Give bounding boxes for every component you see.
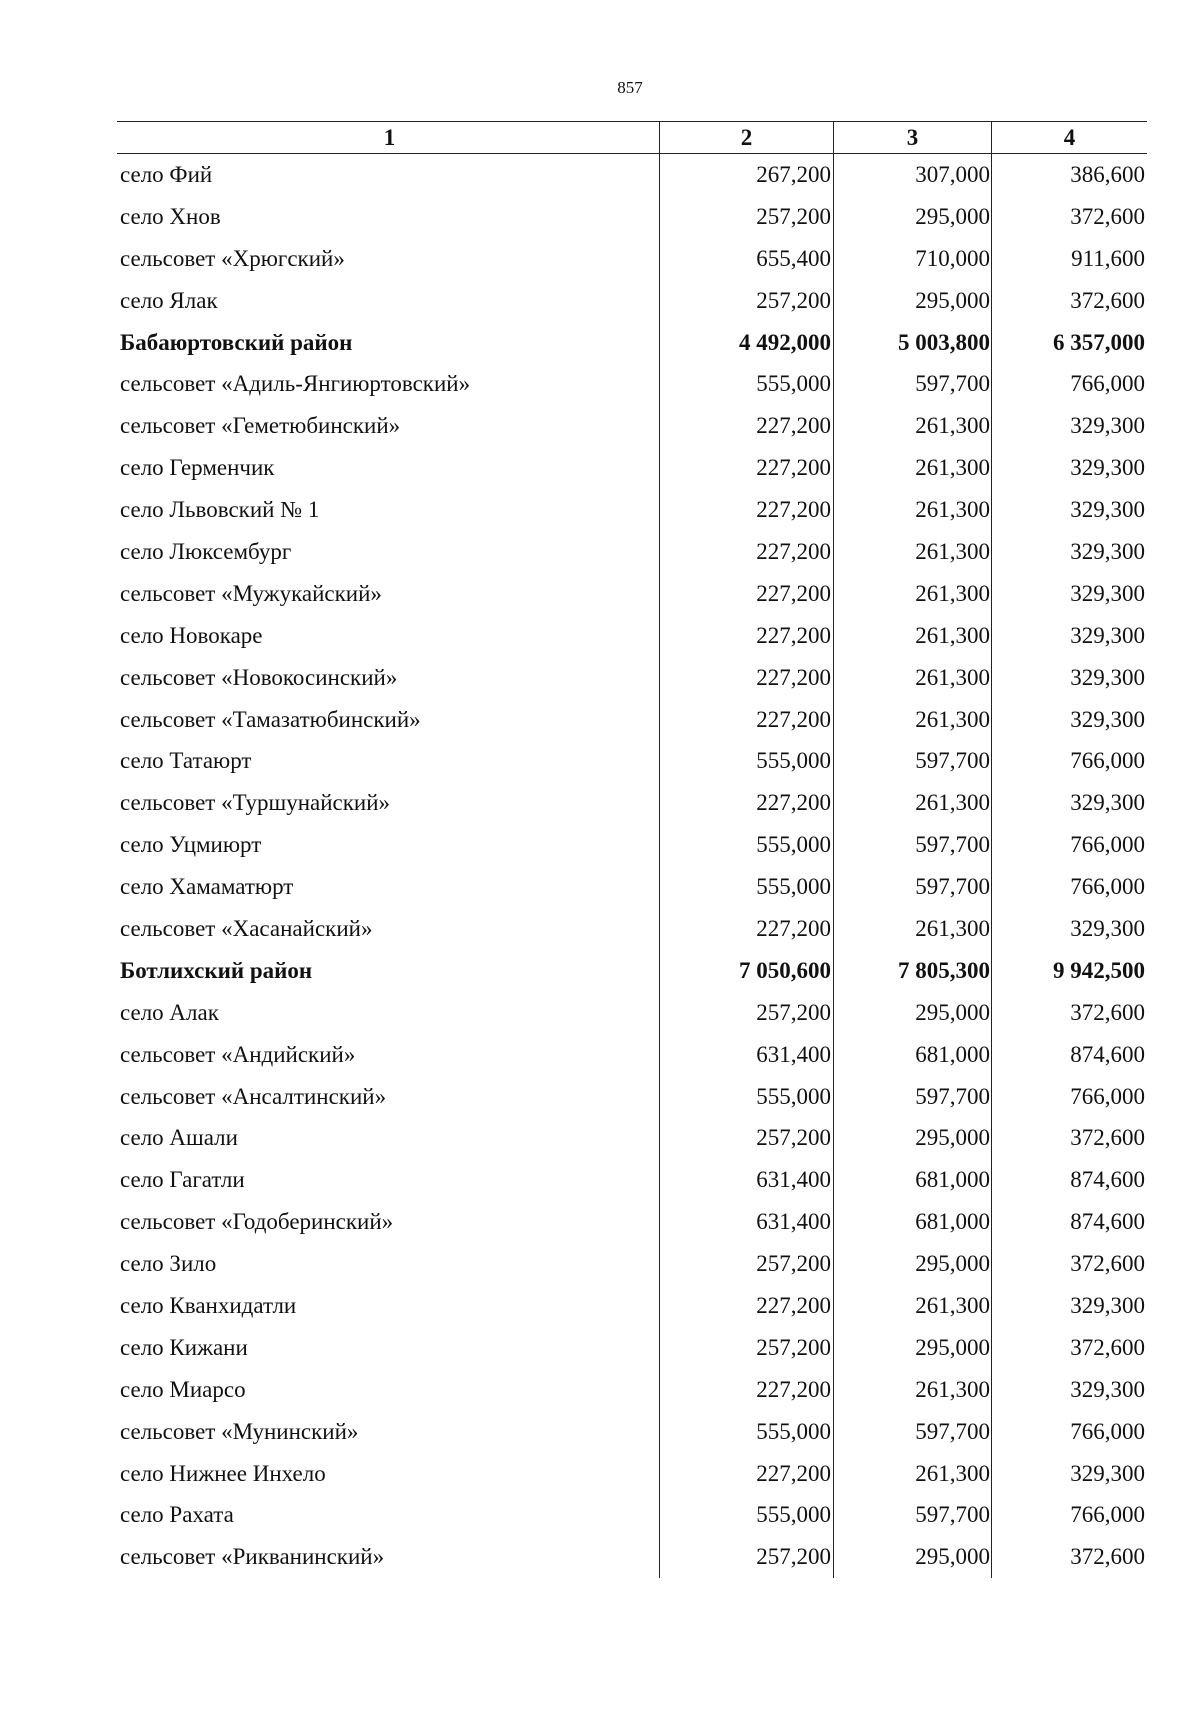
col-3-value-cell: 295,000 bbox=[834, 280, 992, 322]
col-2-value-cell: 555,000 bbox=[659, 1411, 834, 1453]
col-3-value-cell: 710,000 bbox=[834, 238, 992, 280]
col-4-value-cell: 329,300 bbox=[1070, 915, 1145, 941]
col-3-value-cell: 597,700 bbox=[834, 1411, 992, 1453]
col-4-value-cell: 874,600 bbox=[1070, 1167, 1145, 1193]
settlement-name-cell: село Герменчик bbox=[120, 455, 275, 481]
settlement-name-cell: сельсовет «Андийский» bbox=[120, 1041, 356, 1067]
col-3-value-cell: 307,000 bbox=[834, 154, 992, 196]
table-row bbox=[117, 196, 1147, 238]
settlement-name-cell: село Ашали bbox=[120, 1125, 238, 1151]
settlement-name-cell: село Фий bbox=[120, 161, 213, 187]
col-2-value-cell: 227,200 bbox=[659, 405, 834, 447]
col-3-value-cell: 681,000 bbox=[834, 1201, 992, 1243]
col-3-value-cell: 261,300 bbox=[834, 1285, 992, 1327]
settlement-name-cell: сельсовет «Тамазатюбинский» bbox=[120, 706, 421, 732]
header-col-1: 1 bbox=[383, 124, 396, 150]
settlement-name-cell: село Хамаматюрт bbox=[120, 874, 294, 900]
col-2-value-cell: 631,400 bbox=[659, 1201, 834, 1243]
col-2-value-cell: 655,400 bbox=[659, 238, 834, 280]
col-4-value-cell: 329,300 bbox=[1070, 580, 1145, 606]
col-2-value-cell: 227,200 bbox=[659, 1453, 834, 1495]
table-row bbox=[117, 866, 1147, 908]
table-row bbox=[117, 1159, 1147, 1201]
col-2-value-cell: 227,200 bbox=[659, 447, 834, 489]
col-2-value-cell: 227,200 bbox=[659, 1285, 834, 1327]
settlement-name-cell: сельсовет «Ансалтинский» bbox=[120, 1083, 387, 1109]
settlement-name-cell: село Зило bbox=[120, 1251, 217, 1277]
col-4-value-cell: 329,300 bbox=[1070, 1460, 1145, 1486]
settlement-name-cell: сельсовет «Адиль-Янгиюртовский» bbox=[120, 371, 471, 397]
settlement-name-cell: село Ялак bbox=[120, 287, 218, 313]
settlement-name-cell: сельсовет «Новокосинский» bbox=[120, 664, 398, 690]
table-body bbox=[117, 154, 1147, 1578]
district-total-row bbox=[117, 322, 1147, 364]
table-row bbox=[117, 238, 1147, 280]
settlement-name-cell: село Люксембург bbox=[120, 538, 292, 564]
col-2-value-cell: 631,400 bbox=[659, 1159, 834, 1201]
col-2-value-cell: 4 492,000 bbox=[659, 322, 834, 364]
col-2-value-cell: 631,400 bbox=[659, 1034, 834, 1076]
col-3-value-cell: 261,300 bbox=[834, 489, 992, 531]
page-number: 857 bbox=[617, 78, 643, 97]
table-row bbox=[117, 280, 1147, 322]
col-3-value-cell: 597,700 bbox=[834, 1495, 992, 1537]
settlement-name-cell: сельсовет «Рикванинский» bbox=[120, 1544, 385, 1570]
col-4-value-cell: 766,000 bbox=[1070, 371, 1145, 397]
col-2-value-cell: 227,200 bbox=[659, 908, 834, 950]
col-4-value-cell: 329,300 bbox=[1070, 455, 1145, 481]
col-3-value-cell: 597,700 bbox=[834, 866, 992, 908]
col-4-value-cell: 329,300 bbox=[1070, 664, 1145, 690]
settlement-name-cell: сельсовет «Мужукайский» bbox=[120, 580, 382, 606]
col-4-value-cell: 372,600 bbox=[1070, 1544, 1145, 1570]
table-row bbox=[117, 740, 1147, 782]
col-3-value-cell: 261,300 bbox=[834, 405, 992, 447]
district-total-row bbox=[117, 950, 1147, 992]
settlement-name-cell: сельсовет «Годоберинский» bbox=[120, 1209, 394, 1235]
table-row bbox=[117, 1453, 1147, 1495]
settlement-name-cell: село Новокаре bbox=[120, 622, 263, 648]
table-row bbox=[117, 908, 1147, 950]
settlement-name-cell: сельсовет «Мунинский» bbox=[120, 1418, 359, 1444]
header-col-4: 4 bbox=[1063, 124, 1076, 150]
col-4-value-cell: 372,600 bbox=[1070, 1334, 1145, 1360]
col-2-value-cell: 257,200 bbox=[659, 196, 834, 238]
col-4-value-cell: 874,600 bbox=[1070, 1041, 1145, 1067]
col-3-value-cell: 295,000 bbox=[834, 1536, 992, 1578]
col-3-value-cell: 295,000 bbox=[834, 992, 992, 1034]
col-4-value-cell: 372,600 bbox=[1070, 999, 1145, 1025]
table-row bbox=[117, 573, 1147, 615]
col-2-value-cell: 555,000 bbox=[659, 866, 834, 908]
col-4-value-cell: 329,300 bbox=[1070, 1376, 1145, 1402]
table-header-row bbox=[117, 122, 1147, 154]
table-row bbox=[117, 1076, 1147, 1118]
settlement-name-cell: село Нижнее Инхело bbox=[120, 1460, 326, 1486]
col-2-value-cell: 227,200 bbox=[659, 531, 834, 573]
col-3-value-cell: 261,300 bbox=[834, 573, 992, 615]
col-2-value-cell: 227,200 bbox=[659, 782, 834, 824]
table-row bbox=[117, 1536, 1147, 1578]
col-2-value-cell: 257,200 bbox=[659, 280, 834, 322]
col-4-value-cell: 766,000 bbox=[1070, 1418, 1145, 1444]
settlement-name-cell: село Львовский № 1 bbox=[120, 497, 320, 523]
settlement-name-cell: село Хнов bbox=[120, 203, 221, 229]
col-4-value-cell: 329,300 bbox=[1070, 497, 1145, 523]
col-4-value-cell: 329,300 bbox=[1070, 706, 1145, 732]
col-2-value-cell: 555,000 bbox=[659, 1076, 834, 1118]
table-row bbox=[117, 782, 1147, 824]
table-row bbox=[117, 1243, 1147, 1285]
col-2-value-cell: 555,000 bbox=[659, 1495, 834, 1537]
col-4-value-cell: 766,000 bbox=[1070, 748, 1145, 774]
table-row bbox=[117, 699, 1147, 741]
table-row bbox=[117, 992, 1147, 1034]
col-4-value-cell: 372,600 bbox=[1070, 287, 1145, 313]
col-4-value-cell: 911,600 bbox=[1071, 245, 1145, 271]
table-row bbox=[117, 363, 1147, 405]
table-row bbox=[117, 615, 1147, 657]
col-2-value-cell: 267,200 bbox=[659, 154, 834, 196]
col-3-value-cell: 261,300 bbox=[834, 782, 992, 824]
col-4-value-cell: 372,600 bbox=[1070, 203, 1145, 229]
col-2-value-cell: 555,000 bbox=[659, 824, 834, 866]
col-2-value-cell: 257,200 bbox=[659, 992, 834, 1034]
settlement-name-cell: село Миарсо bbox=[120, 1376, 246, 1402]
col-4-value-cell: 329,300 bbox=[1070, 790, 1145, 816]
col-2-value-cell: 555,000 bbox=[659, 363, 834, 405]
col-2-value-cell: 227,200 bbox=[659, 573, 834, 615]
settlement-name-cell: село Кванхидатли bbox=[120, 1292, 297, 1318]
settlement-name-cell: село Гагатли bbox=[120, 1167, 245, 1193]
table-row bbox=[117, 1201, 1147, 1243]
table-row bbox=[117, 447, 1147, 489]
header-col-2: 2 bbox=[659, 122, 834, 153]
col-2-value-cell: 227,200 bbox=[659, 489, 834, 531]
col-3-value-cell: 261,300 bbox=[834, 447, 992, 489]
col-2-value-cell: 257,200 bbox=[659, 1117, 834, 1159]
settlement-name-cell: сельсовет «Геметюбинский» bbox=[120, 413, 401, 439]
col-3-value-cell: 261,300 bbox=[834, 699, 992, 741]
col-3-value-cell: 5 003,800 bbox=[834, 322, 992, 364]
col-4-value-cell: 386,600 bbox=[1070, 161, 1145, 187]
col-3-value-cell: 295,000 bbox=[834, 1327, 992, 1369]
settlement-name-cell: сельсовет «Хрюгский» bbox=[120, 245, 345, 271]
col-2-value-cell: 257,200 bbox=[659, 1536, 834, 1578]
table-row bbox=[117, 531, 1147, 573]
col-4-value-cell: 372,600 bbox=[1070, 1251, 1145, 1277]
col-4-value-cell: 9 942,500 bbox=[1053, 957, 1145, 983]
settlement-name-cell: село Татаюрт bbox=[120, 748, 252, 774]
col-3-value-cell: 261,300 bbox=[834, 1453, 992, 1495]
settlement-name-cell: село Алак bbox=[120, 999, 219, 1025]
settlement-name-cell: сельсовет «Хасанайский» bbox=[120, 915, 373, 941]
table-row bbox=[117, 154, 1147, 196]
table-row bbox=[117, 1411, 1147, 1453]
col-2-value-cell: 555,000 bbox=[659, 740, 834, 782]
col-3-value-cell: 261,300 bbox=[834, 657, 992, 699]
col-3-value-cell: 681,000 bbox=[834, 1159, 992, 1201]
budget-table bbox=[117, 121, 1147, 1578]
col-4-value-cell: 329,300 bbox=[1070, 1292, 1145, 1318]
col-3-value-cell: 597,700 bbox=[834, 740, 992, 782]
col-3-value-cell: 597,700 bbox=[834, 363, 992, 405]
table-row bbox=[117, 1034, 1147, 1076]
col-4-value-cell: 874,600 bbox=[1070, 1209, 1145, 1235]
header-col-3: 3 bbox=[834, 122, 992, 153]
table-row bbox=[117, 657, 1147, 699]
col-2-value-cell: 257,200 bbox=[659, 1243, 834, 1285]
col-3-value-cell: 261,300 bbox=[834, 1369, 992, 1411]
settlement-name-cell: село Рахата bbox=[120, 1502, 234, 1528]
table-row bbox=[117, 1495, 1147, 1537]
col-2-value-cell: 7 050,600 bbox=[659, 950, 834, 992]
settlement-name-cell: Ботлихский район bbox=[120, 957, 313, 983]
col-3-value-cell: 261,300 bbox=[834, 908, 992, 950]
table-row bbox=[117, 1117, 1147, 1159]
table-row bbox=[117, 405, 1147, 447]
col-4-value-cell: 329,300 bbox=[1070, 538, 1145, 564]
col-4-value-cell: 372,600 bbox=[1070, 1125, 1145, 1151]
col-2-value-cell: 257,200 bbox=[659, 1327, 834, 1369]
table-row bbox=[117, 1369, 1147, 1411]
col-3-value-cell: 597,700 bbox=[834, 1076, 992, 1118]
col-4-value-cell: 766,000 bbox=[1070, 1502, 1145, 1528]
table-row bbox=[117, 1327, 1147, 1369]
col-2-value-cell: 227,200 bbox=[659, 1369, 834, 1411]
col-3-value-cell: 681,000 bbox=[834, 1034, 992, 1076]
table-row bbox=[117, 1285, 1147, 1327]
table-row bbox=[117, 489, 1147, 531]
col-4-value-cell: 766,000 bbox=[1070, 874, 1145, 900]
col-4-value-cell: 766,000 bbox=[1070, 1083, 1145, 1109]
col-3-value-cell: 261,300 bbox=[834, 615, 992, 657]
col-3-value-cell: 295,000 bbox=[834, 1243, 992, 1285]
settlement-name-cell: Бабаюртовский район bbox=[120, 329, 353, 355]
col-4-value-cell: 766,000 bbox=[1070, 832, 1145, 858]
col-3-value-cell: 7 805,300 bbox=[834, 950, 992, 992]
settlement-name-cell: село Уцмиюрт bbox=[120, 832, 262, 858]
col-4-value-cell: 329,300 bbox=[1070, 413, 1145, 439]
settlement-name-cell: сельсовет «Туршунайский» bbox=[120, 790, 391, 816]
table-row bbox=[117, 824, 1147, 866]
col-3-value-cell: 295,000 bbox=[834, 196, 992, 238]
col-2-value-cell: 227,200 bbox=[659, 657, 834, 699]
settlement-name-cell: село Кижани bbox=[120, 1334, 248, 1360]
col-4-value-cell: 6 357,000 bbox=[1053, 329, 1145, 355]
col-2-value-cell: 227,200 bbox=[659, 615, 834, 657]
col-4-value-cell: 329,300 bbox=[1070, 622, 1145, 648]
col-2-value-cell: 227,200 bbox=[659, 699, 834, 741]
col-3-value-cell: 295,000 bbox=[834, 1117, 992, 1159]
col-3-value-cell: 597,700 bbox=[834, 824, 992, 866]
col-3-value-cell: 261,300 bbox=[834, 531, 992, 573]
